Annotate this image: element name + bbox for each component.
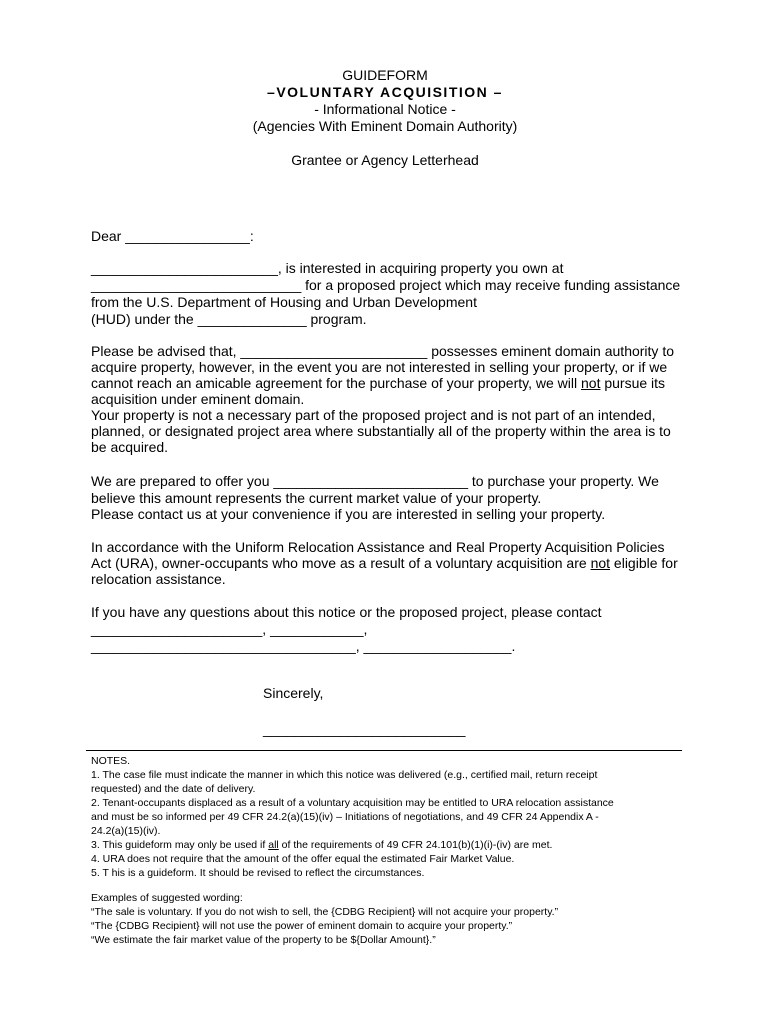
signature-line: __________________________ [263,721,466,737]
example-item: “The {CDBG Recipient} will not use the power of eminent domain to acquire your property.” [91,920,513,932]
contact-blank-line: __________________________________, ___________________. [91,638,516,654]
paragraph-line: In accordance with the Uniform Relocation Assistance and Real Property Acquisition Policies [91,539,665,555]
underlined-not: not [590,555,611,571]
text-span: Act (URA), owner-occupants who move as a result of a voluntary acquisition are [91,555,591,571]
note-item: 2. Tenant-occupants displaced as a result of a voluntary acquisition may be entitled to URA relocation assistance [91,797,614,809]
note-item: 1. The case file must indicate the manner in which this notice was delivered (e.g., certified mail, return receipt [91,769,598,781]
example-item: “The sale is voluntary. If you do not wish to sell, the {CDBG Recipient} will not acquire your property.” [91,906,559,918]
paragraph-line: Your property is not a necessary part of the proposed project and is not part of an intended, [91,407,656,423]
text-span: cannot reach an amicable agreement for the purchase of your property, we will [91,375,581,391]
paragraph-line: acquisition under eminent domain. [91,391,305,407]
paragraph-line: Please be advised that, ________________________ possesses eminent domain authority to [91,343,674,359]
example-item: “We estimate the fair market value of the property to be ${Dollar Amount}.” [91,934,436,946]
paragraph-line: from the U.S. Department of Housing and Urban Development [91,294,477,310]
note-item: and must be so informed per 49 CFR 24.2(a)(15)(iv) – Initiations of negotiations, and 49 CFR 24 Appendix A - [91,811,599,823]
text-span: pursue its [600,375,666,391]
document-subtitle: - Informational Notice - [314,101,456,117]
document-title: –VOLUNTARY ACQUISITION – [267,84,503,100]
paragraph-line [91,555,678,572]
note-item: 5. T his is a guideform. It should be revised to reflect the circumstances. [91,867,425,879]
underlined-not: not [581,375,601,391]
paragraph-line: relocation assistance. [91,571,226,587]
note-item [91,839,552,852]
text-span: eligible for [610,555,678,571]
paragraph-line: If you have any questions about this notice or the proposed project, please contact [91,604,602,620]
paragraph-line: believe this amount represents the current market value of your property. [91,490,542,506]
guideform-label: GUIDEFORM [342,67,428,83]
note-item: requested) and the date of delivery. [91,783,256,795]
paragraph-line: ________________________, is interested in acquiring property you own at [91,260,564,276]
paragraph-line: Please contact us at your convenience if you are interested in selling your property. [91,506,606,522]
paragraph-line [91,375,665,392]
paragraph-line: ___________________________ for a proposed project which may receive funding assistance [91,277,681,293]
paragraph-line: be acquired. [91,439,169,455]
paragraph-line: We are prepared to offer you _________________________ to purchase your property. We [91,473,659,489]
text-span: of the requirements of 49 CFR 24.101(b)(1)(i)-(iv) are met. [278,839,553,851]
paragraph-line: acquire property, however, in the event you are not interested in selling your property, or if we [91,359,668,375]
salutation: Dear ________________: [91,228,254,244]
letterhead-placeholder: Grantee or Agency Letterhead [291,152,479,168]
examples-title: Examples of suggested wording: [91,892,243,904]
underlined-all: all [268,839,279,851]
paragraph-line: planned, or designated project area where substantially all of the property within the area is to [91,423,671,439]
closing: Sincerely, [263,685,324,701]
text-span: 3. This guideform may only be used if [91,839,269,851]
note-item: 4. URA does not require that the amount of the offer equal the estimated Fair Market Value. [91,853,515,865]
authority-note: (Agencies With Eminent Domain Authority) [252,118,518,134]
paragraph-line: (HUD) under the ______________ program. [91,311,367,327]
notes-title: NOTES. [91,755,131,767]
contact-blank-line: ______________________, ____________, [91,621,368,637]
notes-divider [86,750,682,751]
note-item: 24.2(a)(15)(iv). [91,825,161,837]
